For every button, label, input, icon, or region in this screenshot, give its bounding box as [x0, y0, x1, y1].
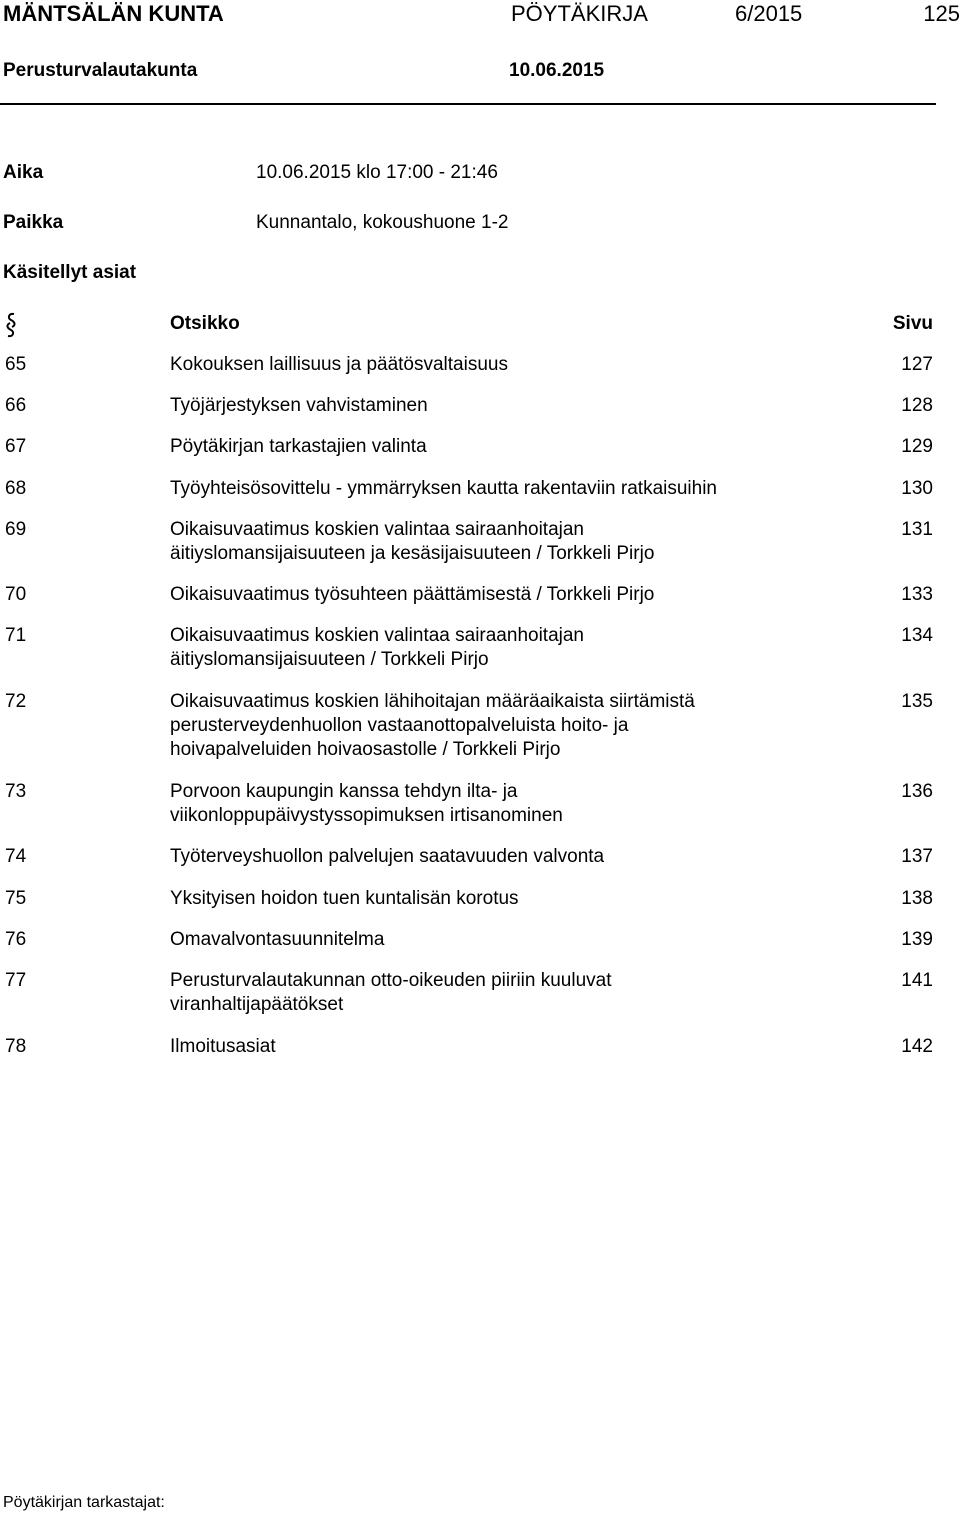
item-title: Oikaisuvaatimus koskien lähihoitajan määräaikaista siirtämistä perusterveydenhuollon vastaanottopalveluista hoito- ja hoivapalveluiden hoivaosastolle / Torkkeli Pirjo [170, 691, 695, 760]
item-title: Yksityisen hoidon tuen kuntalisän korotus [170, 888, 519, 909]
item-page: 141 [901, 970, 933, 991]
municipality-name: MÄNTSÄLÄN KUNTA [3, 1, 224, 26]
item-page: 134 [901, 625, 933, 646]
item-number: 73 [5, 781, 27, 802]
item-page: 127 [901, 354, 933, 375]
item-number: 77 [5, 970, 27, 991]
item-page: 137 [901, 846, 933, 867]
item-page: 142 [901, 1036, 933, 1057]
item-number: 70 [5, 584, 27, 605]
item-number: 78 [5, 1036, 27, 1057]
item-number: 67 [5, 436, 27, 457]
item-page: 136 [901, 781, 933, 802]
header-page-number: 125 [923, 1, 960, 26]
item-title: Työyhteisösovittelu - ymmärryksen kautta rakentaviin ratkaisuihin [170, 478, 718, 499]
item-title: Porvoon kaupungin kanssa tehdyn ilta- ja viikonloppupäivystyssopimuksen irtisanominen [170, 781, 563, 826]
item-title: Työterveyshuollon palvelujen saatavuuden valvonta [170, 846, 605, 867]
toc-title-header: Otsikko [170, 313, 240, 334]
inspectors-label: Pöytäkirjan tarkastajat: [3, 1494, 165, 1511]
item-number: 68 [5, 478, 27, 499]
item-title: Perusturvalautakunnan otto-oikeuden piiriin kuuluvat viranhaltijapäätökset [170, 970, 612, 1015]
document-number: 6/2015 [735, 1, 803, 26]
item-number: 71 [5, 625, 27, 646]
item-page: 135 [901, 691, 933, 712]
item-title: Kokouksen laillisuus ja päätösvaltaisuus [170, 354, 508, 375]
place-label: Paikka [3, 212, 64, 233]
item-number: 69 [5, 519, 27, 540]
document-type: PÖYTÄKIRJA [511, 1, 648, 26]
place-value: Kunnantalo, kokoushuone 1-2 [256, 212, 509, 233]
section-sign-icon [5, 312, 17, 338]
item-page: 138 [901, 888, 933, 909]
item-title: Oikaisuvaatimus koskien valintaa sairaanhoitajan äitiyslomansijaisuuteen / Torkkeli Pirjo [170, 625, 585, 670]
item-number: 76 [5, 929, 27, 950]
item-number: 65 [5, 354, 27, 375]
meeting-date: 10.06.2015 [509, 60, 605, 81]
item-page: 131 [901, 519, 933, 540]
item-number: 66 [5, 395, 27, 416]
item-title: Ilmoitusasiat [170, 1036, 276, 1057]
time-label: Aika [3, 162, 44, 183]
item-title: Pöytäkirjan tarkastajien valinta [170, 436, 427, 457]
item-title: Oikaisuvaatimus koskien valintaa sairaanhoitajan äitiyslomansijaisuuteen ja kesäsijaisuuteen / Torkkeli Pirjo [170, 519, 655, 564]
committee-name: Perusturvalautakunta [3, 60, 198, 81]
item-number: 75 [5, 888, 27, 909]
item-page: 133 [901, 584, 933, 605]
item-title: Omavalvontasuunnitelma [170, 929, 385, 950]
handled-items-label: Käsitellyt asiat [3, 262, 137, 283]
item-page: 129 [901, 436, 933, 457]
toc-page-header: Sivu [892, 313, 933, 334]
item-page: 128 [901, 395, 933, 416]
item-number: 72 [5, 691, 27, 712]
item-title: Työjärjestyksen vahvistaminen [170, 395, 428, 416]
header-rule [0, 103, 936, 105]
item-number: 74 [5, 846, 27, 867]
item-title: Oikaisuvaatimus työsuhteen päättämisestä / Torkkeli Pirjo [170, 584, 655, 605]
item-page: 130 [901, 478, 933, 499]
item-page: 139 [901, 929, 933, 950]
time-value: 10.06.2015 klo 17:00 - 21:46 [256, 162, 498, 183]
